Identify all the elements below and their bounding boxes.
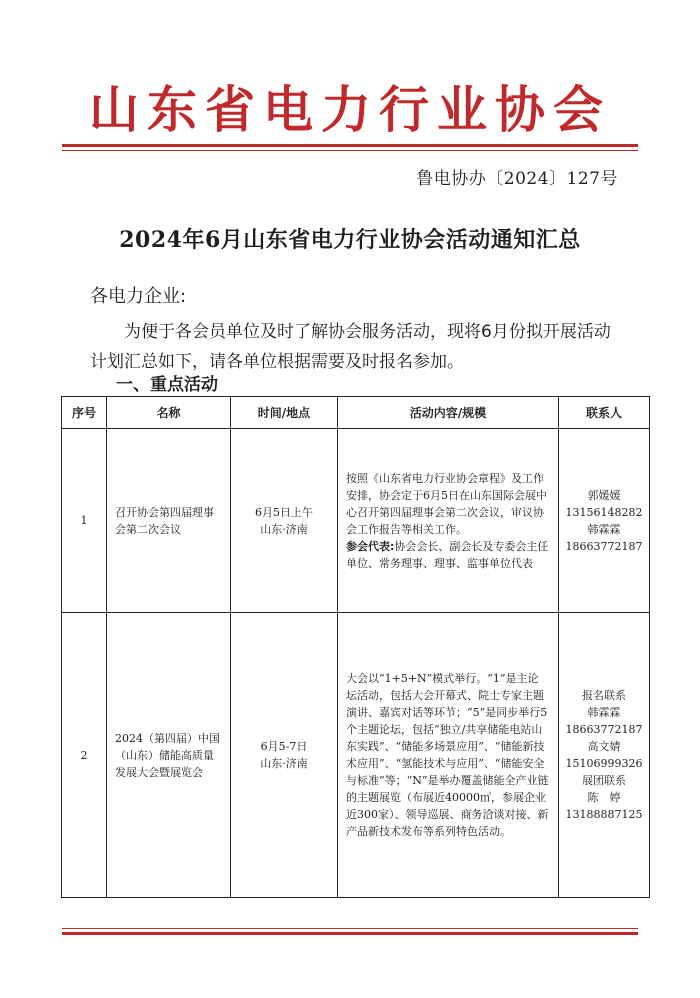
header-cell-contact: 联系人 — [559, 397, 650, 429]
contact-cell — [559, 429, 650, 613]
greeting: 各电力企业: — [90, 286, 187, 307]
contact-line: 韩霖霖 — [587, 522, 621, 536]
header-divider-thin — [62, 150, 638, 151]
contact-cell — [559, 613, 650, 898]
contact-line: 报名联系 — [582, 689, 626, 702]
contact-line: 15106999326 — [565, 757, 643, 770]
events-table — [61, 396, 650, 898]
table-row — [62, 429, 650, 613]
contact-line: 陈 婷 — [587, 791, 621, 804]
activity-description: 大会以“1+5+N”模式举行。“1”是主论坛活动，包括大会开幕式、院士专家主题演讲、嘉宾对话等环节；“5”是同步举行5个主题论坛，包括“独立/共享储能电站山东实践”、“储能多场景应用”、“储能新技术应用”、“氢能技术与应用”、“储能安全与标准”等；“N”是举办覆盖储能全产业链的主题展览（布展近40000㎡，参展企业近300家）、领导巡展、商务洽谈对接、新产品新技术发布等系列特色活动。 — [346, 672, 549, 838]
document-number: 鲁电协办〔2024〕127号 — [416, 169, 618, 189]
contact-line: 高文婧 — [587, 740, 621, 753]
contact-line: 18663772187 — [565, 539, 643, 553]
activity-name: 2024（第四届）中国（山东）储能高质量发展大会暨展览会 — [107, 613, 231, 898]
table-row — [62, 613, 650, 898]
section-heading: 一、重点活动 — [116, 375, 218, 395]
participants-label: 参会代表: — [346, 539, 395, 553]
activity-place: 山东·济南 — [260, 522, 308, 536]
activity-content — [338, 613, 559, 898]
contact-line: 展团联系 — [582, 774, 626, 787]
row-number: 2 — [62, 613, 107, 898]
contact-line: 郭媛媛 — [587, 488, 621, 502]
intro-paragraph: 为便于各会员单位及时了解协会服务活动，现将6月份拟开展活动计划汇总如下，请各单位根据需要及时报名参加。 — [90, 322, 611, 372]
activity-name: 召开协会第四届理事会第二次会议 — [107, 429, 231, 613]
activity-content — [338, 429, 559, 613]
header-cell-time-place: 时间/地点 — [231, 397, 338, 429]
participants-text: 协会会长、副会长及专委会主任单位、常务理事、理事、监事单位代表 — [346, 539, 549, 570]
header-cell-number: 序号 — [62, 397, 107, 429]
document-title: 2024年6月山东省电力行业协会活动通知汇总 — [119, 227, 581, 253]
table-header-row — [62, 397, 650, 429]
activity-place: 山东·济南 — [260, 757, 308, 770]
contact-line: 13188887125 — [565, 808, 643, 821]
header-cell-name: 名称 — [107, 397, 231, 429]
activity-time: 6月5-7日 — [260, 740, 308, 753]
header-divider-thick — [62, 144, 638, 147]
header-cell-content: 活动内容/规模 — [338, 397, 559, 429]
activity-time-place — [231, 429, 338, 613]
contact-line: 韩霖霖 — [587, 706, 621, 719]
participants-note — [346, 538, 549, 572]
row-number: 1 — [62, 429, 107, 613]
contact-line: 13156148282 — [565, 505, 643, 519]
org-name-header: 山东省电力行业协会 — [89, 80, 611, 139]
activity-time-place — [231, 613, 338, 898]
activity-description: 按照《山东省电力行业协会章程》及工作安排，协会定于6月5日在山东国际会展中心召开第四届理事会第二次会议，审议协会工作报告等相关工作。 — [346, 471, 547, 536]
footer-divider-thin — [62, 928, 638, 929]
contact-line: 18663772187 — [565, 723, 643, 736]
footer-divider-thick — [62, 932, 638, 935]
activity-time: 6月5日上午 — [255, 505, 313, 519]
